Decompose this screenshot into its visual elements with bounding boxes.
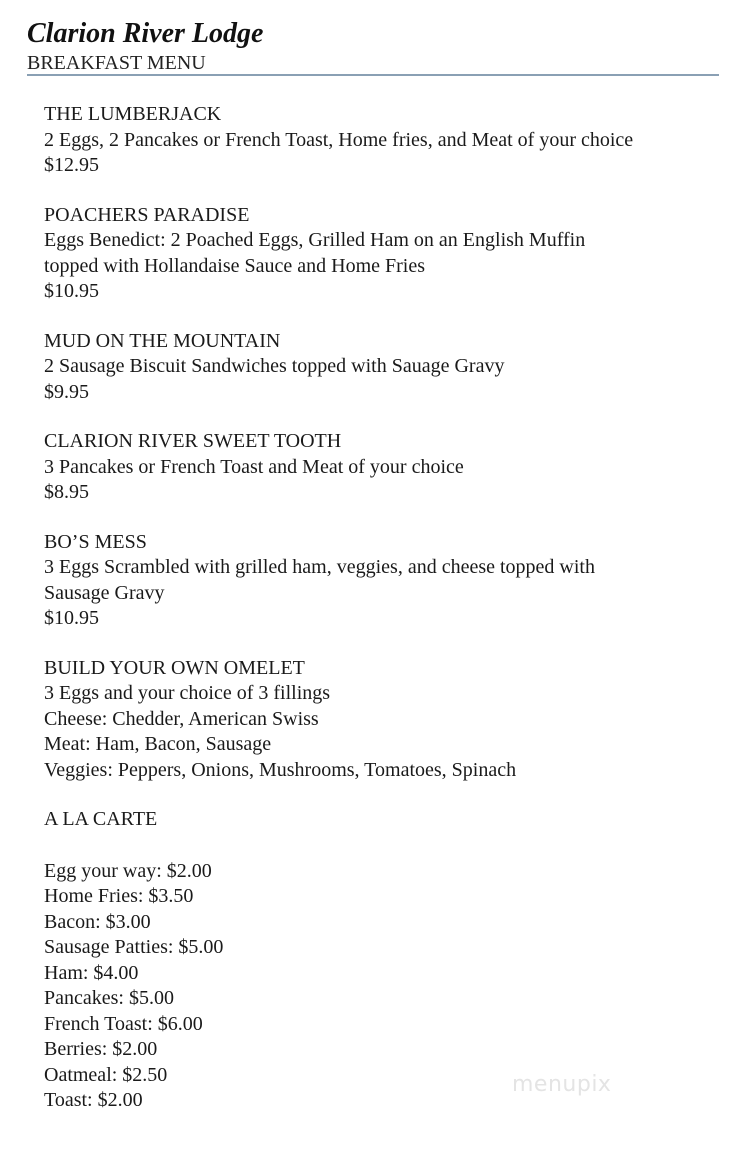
item-price: $9.95 xyxy=(44,380,89,403)
menu-subtitle: BREAKFAST MENU xyxy=(27,52,206,74)
a-la-carte-item: Sausage Patties: $5.00 xyxy=(44,936,224,958)
a-la-carte-item: Pancakes: $5.00 xyxy=(44,987,174,1009)
item-name: MUD ON THE MOUNTAIN xyxy=(44,329,281,352)
menu-items xyxy=(44,102,724,783)
header-divider xyxy=(27,74,719,76)
a-la-carte-item: Egg your way: $2.00 xyxy=(44,859,212,882)
item-price: $10.95 xyxy=(44,607,99,629)
menu-item xyxy=(44,203,724,305)
item-description: topped with Hollandaise Sauce and Home Fries xyxy=(44,254,426,277)
item-name: POACHERS PARADISE xyxy=(44,203,250,226)
item-name: CLARION RIVER SWEET TOOTH xyxy=(44,430,342,452)
item-name: BUILD YOUR OWN OMELET xyxy=(44,656,305,679)
a-la-carte-item: Ham: $4.00 xyxy=(44,961,139,984)
a-la-carte-item: Oatmeal: $2.50 xyxy=(44,1063,168,1086)
restaurant-title: Clarion River Lodge xyxy=(27,18,264,49)
menu-item xyxy=(44,530,724,632)
item-price: $8.95 xyxy=(44,481,89,503)
item-description: 2 Eggs, 2 Pancakes or French Toast, Home fries, and Meat of your choice xyxy=(44,128,634,151)
a-la-carte-section xyxy=(44,807,724,1114)
item-description: Sausage Gravy xyxy=(44,581,165,604)
item-description: 3 Pancakes or French Toast and Meat of your choice xyxy=(44,455,464,478)
a-la-carte-item: Home Fries: $3.50 xyxy=(44,885,194,907)
item-description: 2 Sausage Biscuit Sandwiches topped with Sauage Gravy xyxy=(44,355,505,377)
a-la-carte-item: Berries: $2.00 xyxy=(44,1038,158,1060)
a-la-carte-item: French Toast: $6.00 xyxy=(44,1012,203,1035)
menu-item xyxy=(44,656,724,784)
item-price: $10.95 xyxy=(44,280,99,302)
item-description: 3 Eggs Scrambled with grilled ham, veggies, and cheese topped with xyxy=(44,556,595,578)
item-name: BO’S MESS xyxy=(44,530,147,553)
watermark-logo: menupix xyxy=(512,1072,612,1097)
a-la-carte-heading: A LA CARTE xyxy=(44,808,158,830)
menu-body xyxy=(44,102,724,1114)
menu-item xyxy=(44,102,724,179)
a-la-carte-item: Bacon: $3.00 xyxy=(44,910,151,933)
item-description: Meat: Ham, Bacon, Sausage xyxy=(44,733,272,755)
item-description: Cheese: Chedder, American Swiss xyxy=(44,707,319,730)
menu-item xyxy=(44,429,724,506)
item-description: Eggs Benedict: 2 Poached Eggs, Grilled Ham on an English Muffin xyxy=(44,229,586,251)
item-description: Veggies: Peppers, Onions, Mushrooms, Tomatoes, Spinach xyxy=(44,758,517,781)
menu-item xyxy=(44,329,724,406)
a-la-carte-list xyxy=(44,859,724,1114)
item-price: $12.95 xyxy=(44,154,99,176)
item-name: THE LUMBERJACK xyxy=(44,103,222,125)
item-description: 3 Eggs and your choice of 3 fillings xyxy=(44,682,331,704)
a-la-carte-item: Toast: $2.00 xyxy=(44,1089,143,1111)
